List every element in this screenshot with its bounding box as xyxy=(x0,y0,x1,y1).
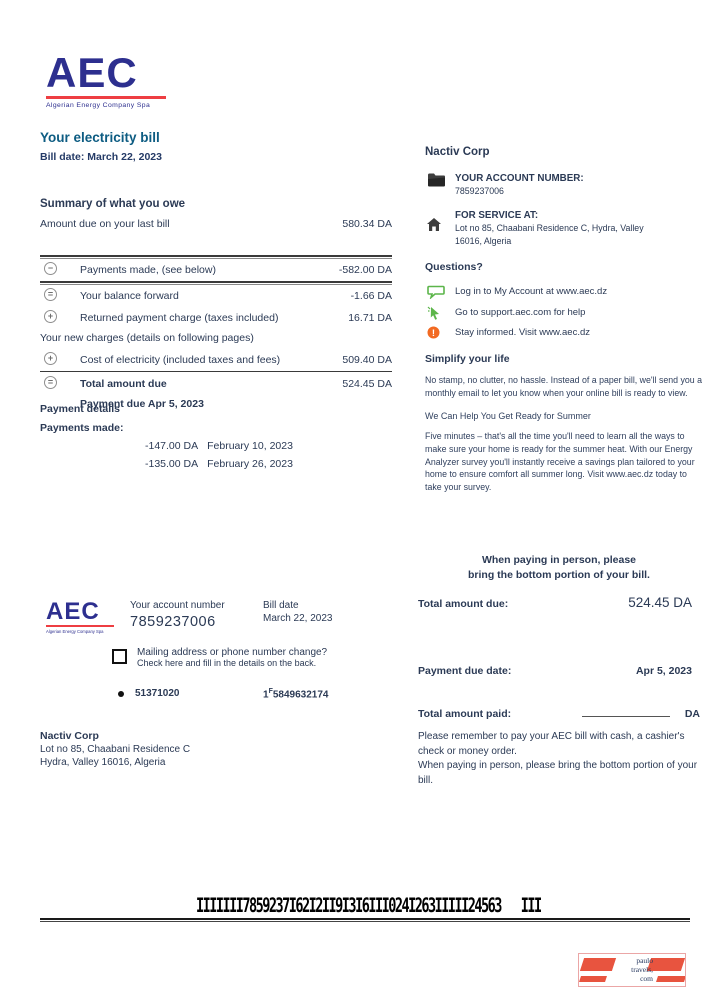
payment-amount: -147.00 DA xyxy=(145,440,199,452)
customer-name: Nactiv Corp xyxy=(425,146,490,158)
new-charges-label: Your new charges (details on following pages) xyxy=(40,332,254,344)
aec-logo-text: AEC xyxy=(46,49,138,96)
payment-details-section xyxy=(40,403,392,470)
amount-paid-blank-field[interactable] xyxy=(582,716,670,717)
help-item xyxy=(425,327,703,340)
amount-paid-label: Total amount paid: xyxy=(418,708,512,720)
row-amount: 509.40 DA xyxy=(342,354,392,366)
watermark-shape xyxy=(580,958,616,971)
logo-underline xyxy=(46,96,166,99)
note-line1: When paying in person, please xyxy=(481,554,637,566)
info-icon xyxy=(427,326,440,344)
payment-date: February 10, 2023 xyxy=(207,440,293,452)
mailing-address-block xyxy=(40,730,190,768)
logo-underline xyxy=(46,625,114,627)
payment-reminder-line1: Please remember to pay your AEC bill with cash, a cashier's check or money order. xyxy=(418,731,685,757)
row-label: Payments made, (see below) xyxy=(80,264,216,276)
address-change-checkbox[interactable] xyxy=(112,649,127,664)
new-charges-row xyxy=(40,329,392,349)
table-row xyxy=(40,285,392,307)
row-label: Cost of electricity (included taxes and fees) xyxy=(80,354,281,366)
help-item xyxy=(425,307,703,320)
payment-due-line: Payment due Apr 5, 2023 xyxy=(80,398,204,410)
total-due-stub-value: 524.45 DA xyxy=(628,595,692,610)
stub-bill-date-block xyxy=(263,600,333,624)
account-number-label: YOUR ACCOUNT NUMBER: xyxy=(455,172,584,184)
bill-header xyxy=(40,130,162,163)
aec-logo-text: AEC xyxy=(46,598,100,625)
help-item xyxy=(425,286,703,299)
summer-heading: We Can Help You Get Ready for Summer xyxy=(425,410,591,421)
due-date-label: Payment due date: xyxy=(418,665,512,677)
row-label: Your balance forward xyxy=(80,290,179,302)
account-number-value: 7859237006 xyxy=(455,185,504,196)
phone-icon xyxy=(118,691,124,697)
ref-prefix: 1 xyxy=(263,689,269,701)
service-address-line1: Lot no 85, Chaabani Residence C, Hydra, Valley xyxy=(455,222,644,233)
cursor-click-icon xyxy=(427,306,441,326)
stub-account-number: 7859237006 xyxy=(130,614,216,630)
account-info-column xyxy=(425,145,703,494)
amount-paid-row xyxy=(418,708,700,720)
watermark-shape xyxy=(656,976,686,982)
note-line2: bring the bottom portion of your bill. xyxy=(468,568,650,581)
total-due-label: Total amount due xyxy=(80,378,167,390)
aec-logo-small xyxy=(46,600,114,634)
help-item-text: Stay informed. Visit www.aec.dz xyxy=(455,327,590,339)
stub-bill-date-value: March 22, 2023 xyxy=(263,613,333,624)
page-title: Your electricity bill xyxy=(40,130,160,145)
watermark-line3: com xyxy=(640,974,653,983)
logo-tagline: Algerian Energy Company Spa xyxy=(46,102,151,109)
last-bill-label: Amount due on your last bill xyxy=(40,218,170,230)
bottom-divider xyxy=(40,918,690,922)
payment-reminder xyxy=(418,730,708,788)
watermark-line2: travels, xyxy=(631,965,653,974)
aec-logo xyxy=(46,49,166,109)
due-date-value: Apr 5, 2023 xyxy=(635,665,692,677)
summary-section xyxy=(40,198,392,410)
payment-date: February 26, 2023 xyxy=(207,458,293,470)
simplify-heading: Simplify your life xyxy=(425,353,510,366)
row-label: Returned payment charge (taxes included) xyxy=(80,312,279,324)
bill-date: Bill date: March 22, 2023 xyxy=(40,151,162,163)
bring-bottom-note xyxy=(418,553,700,582)
mail-name: Nactiv Corp xyxy=(40,730,99,742)
payment-entry xyxy=(40,440,392,452)
row-amount: -582.00 DA xyxy=(338,264,392,276)
service-at-label: FOR SERVICE AT: xyxy=(455,209,539,221)
payment-reminder-line2: When paying in person, please bring the bottom portion of your bill. xyxy=(418,760,698,786)
address-change-line2: Check here and fill in the details on the back. xyxy=(137,658,317,668)
home-icon xyxy=(427,218,441,236)
table-row xyxy=(40,307,392,329)
reference-number xyxy=(263,688,328,700)
stub-account-block xyxy=(130,600,225,630)
stub-account-label: Your account number xyxy=(130,600,225,611)
payment-barcode: IIIIIII7859237I62I2II9I3I6III024I263IIIII24563 III xyxy=(196,894,541,918)
logo-tagline: Algerian Energy Company Spa xyxy=(46,629,104,634)
table-row xyxy=(40,349,392,371)
last-bill-row xyxy=(40,213,392,235)
phone-number: 51371020 xyxy=(135,688,180,699)
questions-heading: Questions? xyxy=(425,260,483,273)
payment-amount: -135.00 DA xyxy=(145,458,199,470)
row-amount: -1.66 DA xyxy=(350,290,392,302)
minus-circle-icon: − xyxy=(44,262,57,275)
plus-circle-icon: + xyxy=(44,352,57,365)
help-item-text: Log in to My Account at www.aec.dz xyxy=(455,285,608,297)
due-date-stub-row xyxy=(418,665,700,677)
stub-bill-date-label: Bill date xyxy=(263,600,299,611)
address-change-text xyxy=(137,647,327,668)
summer-paragraph: Five minutes – that's all the time you'll need to learn all the ways to make sure your home is ready for the summer heat. With our Energy Analyzer survey you'll instantly receive a savings plan tailored to your home to ensure comfort all summer long. Visit www.aec.dz today to take your survey. xyxy=(425,431,695,492)
watermark-text xyxy=(615,956,653,983)
mail-address-line1: Lot no 85, Chaabani Residence C xyxy=(40,744,191,755)
summary-heading: Summary of what you owe xyxy=(40,198,186,210)
speech-bubble-icon xyxy=(427,285,445,304)
equals-circle-icon: = xyxy=(44,288,57,301)
help-item-text: Go to support.aec.com for help xyxy=(455,306,586,318)
total-due-stub-row xyxy=(418,595,700,610)
service-address-line2: 16016, Algeria xyxy=(455,235,512,246)
ref-rest: 5849632174 xyxy=(272,689,329,701)
paperless-paragraph: No stamp, no clutter, no hassle. Instead of a paper bill, we'll send you a monthly email to let you know when your online bill is ready to view. xyxy=(425,375,702,399)
currency-suffix: DA xyxy=(684,708,700,720)
service-address-block xyxy=(425,209,703,248)
plus-circle-icon: + xyxy=(44,310,57,323)
payment-entry xyxy=(40,458,392,470)
ref-sup: F xyxy=(268,688,273,695)
mail-address-line2: Hydra, Valley 16016, Algeria xyxy=(40,757,166,768)
total-due-stub-label: Total amount due: xyxy=(418,598,509,610)
svg-text:!: ! xyxy=(431,328,436,340)
folder-icon xyxy=(427,173,446,192)
table-row xyxy=(40,259,392,281)
total-due-amount: 524.45 DA xyxy=(342,378,392,390)
account-number-block xyxy=(425,172,703,198)
payments-made-heading: Payments made: xyxy=(40,422,124,434)
watermark-shape xyxy=(579,976,607,982)
total-due-row xyxy=(40,373,392,395)
address-change-line1: Mailing address or phone number change? xyxy=(137,647,328,658)
payment-details-heading: Payment details xyxy=(40,403,120,415)
row-amount: 16.71 DA xyxy=(348,312,392,324)
watermark-line1: paulo xyxy=(636,956,653,965)
paulo-travels-watermark xyxy=(578,953,686,987)
equals-circle-icon: = xyxy=(44,376,57,389)
last-bill-amount: 580.34 DA xyxy=(342,218,392,230)
